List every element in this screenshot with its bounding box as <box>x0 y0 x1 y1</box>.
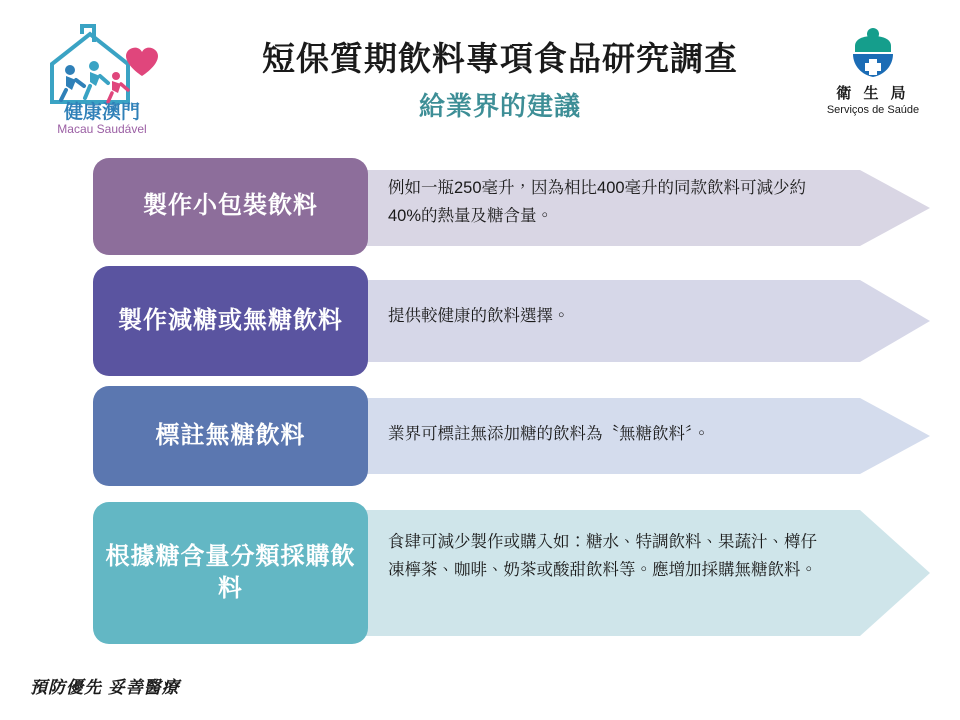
healthy-macau-name-cn: 健康澳門 <box>63 102 141 123</box>
health-bureau-logo <box>808 26 938 116</box>
health-bureau-name-cn: 衛 生 局 <box>836 85 910 102</box>
health-bureau-name-pt: Serviços de Saúde <box>826 104 920 116</box>
healthy-macau-name-pt: Macau Saudável <box>57 122 147 136</box>
recommendation-row <box>0 386 960 486</box>
healthy-macau-logo <box>22 18 182 138</box>
title-block <box>180 40 820 123</box>
recommendation-text: 業界可標註無添加糖的飲料為〝無糖飲料〞。 <box>388 425 710 443</box>
page-title: 短保質期飲料專項食品研究調查 <box>262 40 738 77</box>
recommendation-row <box>0 158 960 258</box>
recommendation-label: 製作減糖或無糖飲料 <box>93 266 368 376</box>
recommendation-label: 根據糖含量分類採購飲料 <box>93 502 368 644</box>
recommendation-row <box>0 502 960 644</box>
recommendation-label: 製作小包裝飲料 <box>93 158 368 255</box>
recommendation-label: 標註無糖飲料 <box>93 386 368 486</box>
recommendation-row <box>0 266 960 376</box>
page-subtitle: 給業界的建議 <box>418 90 581 121</box>
recommendation-text: 提供較健康的飲料選擇。 <box>388 307 570 325</box>
recommendation-text: 食肆可減少製作或購入如：糖水、特調飲料、果蔬汁、樽仔凍檸茶、咖啡、奶茶或酸甜飲料等。應增加採購無糖飲料。 <box>388 533 817 580</box>
slide-header <box>0 0 960 150</box>
health-bureau-icon <box>841 26 905 78</box>
recommendation-text: 例如一瓶250毫升，因為相比400毫升的同款飲料可減少約40%的熱量及糖含量。 <box>388 179 807 226</box>
footer-slogan: 預防優先 妥善醫療 <box>30 678 180 697</box>
